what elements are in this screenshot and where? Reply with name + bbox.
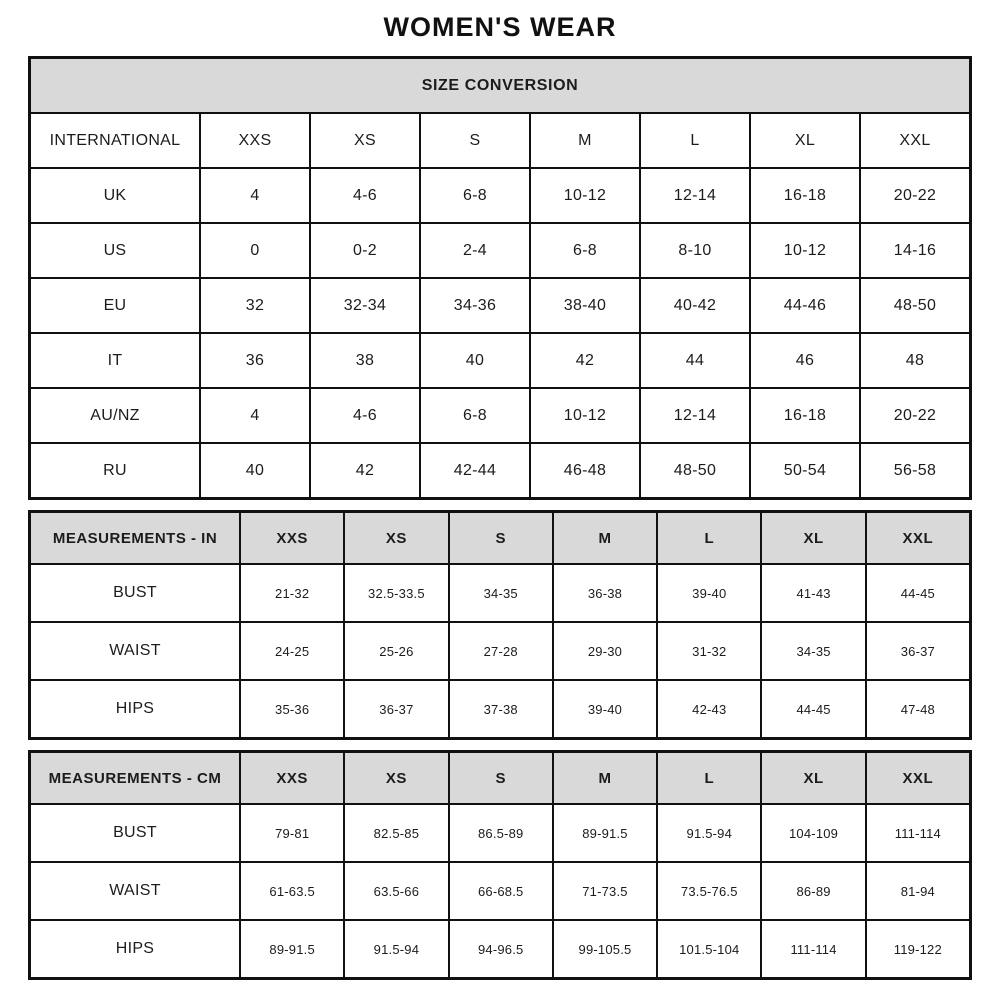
row-label: IT [31, 334, 199, 387]
value-cell: 40 [201, 444, 309, 497]
value-cell: 82.5-85 [345, 805, 447, 861]
size-header-cell: XXS [201, 114, 309, 167]
size-conversion-title: SIZE CONVERSION [31, 59, 969, 112]
row-label: UK [31, 169, 199, 222]
value-cell: 44-45 [867, 565, 969, 621]
value-cell: 20-22 [861, 169, 969, 222]
size-header-cell: XS [345, 753, 447, 803]
value-cell: 71-73.5 [554, 863, 656, 919]
value-cell: 89-91.5 [241, 921, 343, 977]
size-conversion-table [28, 56, 972, 500]
value-cell: 40-42 [641, 279, 749, 332]
value-cell: 111-114 [867, 805, 969, 861]
size-header-cell: L [641, 114, 749, 167]
row-label: RU [31, 444, 199, 497]
value-cell: 119-122 [867, 921, 969, 977]
value-cell: 36-37 [867, 623, 969, 679]
value-cell: 0 [201, 224, 309, 277]
value-cell: 27-28 [450, 623, 552, 679]
size-header-cell: M [554, 513, 656, 563]
value-cell: 91.5-94 [658, 805, 760, 861]
value-cell: 38 [311, 334, 419, 387]
value-cell: 16-18 [751, 169, 859, 222]
value-cell: 86-89 [762, 863, 864, 919]
value-cell: 29-30 [554, 623, 656, 679]
value-cell: 21-32 [241, 565, 343, 621]
measurements-title: MEASUREMENTS - IN [31, 513, 239, 563]
value-cell: 25-26 [345, 623, 447, 679]
value-cell: 81-94 [867, 863, 969, 919]
value-cell: 99-105.5 [554, 921, 656, 977]
value-cell: 66-68.5 [450, 863, 552, 919]
value-cell: 14-16 [861, 224, 969, 277]
value-cell: 42-43 [658, 681, 760, 737]
value-cell: 10-12 [531, 389, 639, 442]
value-cell: 111-114 [762, 921, 864, 977]
value-cell: 61-63.5 [241, 863, 343, 919]
value-cell: 35-36 [241, 681, 343, 737]
value-cell: 89-91.5 [554, 805, 656, 861]
value-cell: 94-96.5 [450, 921, 552, 977]
size-header-cell: XL [762, 513, 864, 563]
value-cell: 48-50 [641, 444, 749, 497]
size-header-cell: XXS [241, 753, 343, 803]
value-cell: 91.5-94 [345, 921, 447, 977]
value-cell: 38-40 [531, 279, 639, 332]
value-cell: 4 [201, 389, 309, 442]
value-cell: 6-8 [421, 169, 529, 222]
row-label: WAIST [31, 863, 239, 919]
value-cell: 48-50 [861, 279, 969, 332]
value-cell: 101.5-104 [658, 921, 760, 977]
size-header-cell: XXS [241, 513, 343, 563]
row-label: HIPS [31, 921, 239, 977]
value-cell: 48 [861, 334, 969, 387]
international-header-label: INTERNATIONAL [31, 114, 199, 167]
value-cell: 104-109 [762, 805, 864, 861]
value-cell: 56-58 [861, 444, 969, 497]
value-cell: 12-14 [641, 169, 749, 222]
value-cell: 32-34 [311, 279, 419, 332]
row-label: BUST [31, 805, 239, 861]
row-label: WAIST [31, 623, 239, 679]
value-cell: 2-4 [421, 224, 529, 277]
size-header-cell: XL [751, 114, 859, 167]
value-cell: 41-43 [762, 565, 864, 621]
value-cell: 12-14 [641, 389, 749, 442]
measurements-cm-table [28, 750, 972, 980]
value-cell: 6-8 [421, 389, 529, 442]
size-header-cell: S [421, 114, 529, 167]
value-cell: 39-40 [658, 565, 760, 621]
row-label: AU/NZ [31, 389, 199, 442]
value-cell: 32 [201, 279, 309, 332]
value-cell: 10-12 [531, 169, 639, 222]
value-cell: 37-38 [450, 681, 552, 737]
value-cell: 39-40 [554, 681, 656, 737]
value-cell: 34-35 [762, 623, 864, 679]
value-cell: 42 [531, 334, 639, 387]
value-cell: 8-10 [641, 224, 749, 277]
value-cell: 86.5-89 [450, 805, 552, 861]
value-cell: 20-22 [861, 389, 969, 442]
value-cell: 40 [421, 334, 529, 387]
size-header-cell: XL [762, 753, 864, 803]
value-cell: 44-46 [751, 279, 859, 332]
value-cell: 36-37 [345, 681, 447, 737]
size-header-cell: M [531, 114, 639, 167]
value-cell: 0-2 [311, 224, 419, 277]
size-header-cell: XXL [861, 114, 969, 167]
value-cell: 46-48 [531, 444, 639, 497]
value-cell: 16-18 [751, 389, 859, 442]
value-cell: 36 [201, 334, 309, 387]
value-cell: 4-6 [311, 169, 419, 222]
value-cell: 73.5-76.5 [658, 863, 760, 919]
value-cell: 42-44 [421, 444, 529, 497]
value-cell: 32.5-33.5 [345, 565, 447, 621]
size-header-cell: M [554, 753, 656, 803]
value-cell: 31-32 [658, 623, 760, 679]
row-label: BUST [31, 565, 239, 621]
size-header-cell: XS [311, 114, 419, 167]
size-header-cell: L [658, 513, 760, 563]
row-label: US [31, 224, 199, 277]
value-cell: 79-81 [241, 805, 343, 861]
value-cell: 34-36 [421, 279, 529, 332]
value-cell: 34-35 [450, 565, 552, 621]
value-cell: 10-12 [751, 224, 859, 277]
value-cell: 42 [311, 444, 419, 497]
value-cell: 24-25 [241, 623, 343, 679]
measurements-title: MEASUREMENTS - CM [31, 753, 239, 803]
size-header-cell: L [658, 753, 760, 803]
value-cell: 4-6 [311, 389, 419, 442]
page-title: WOMEN'S WEAR [383, 12, 617, 42]
value-cell: 44-45 [762, 681, 864, 737]
row-label: EU [31, 279, 199, 332]
value-cell: 6-8 [531, 224, 639, 277]
measurements-in-table [28, 510, 972, 740]
value-cell: 44 [641, 334, 749, 387]
row-label: HIPS [31, 681, 239, 737]
size-header-cell: XXL [867, 513, 969, 563]
value-cell: 36-38 [554, 565, 656, 621]
value-cell: 4 [201, 169, 309, 222]
size-header-cell: S [450, 513, 552, 563]
value-cell: 47-48 [867, 681, 969, 737]
size-header-cell: XS [345, 513, 447, 563]
value-cell: 50-54 [751, 444, 859, 497]
size-header-cell: S [450, 753, 552, 803]
size-header-cell: XXL [867, 753, 969, 803]
value-cell: 46 [751, 334, 859, 387]
value-cell: 63.5-66 [345, 863, 447, 919]
